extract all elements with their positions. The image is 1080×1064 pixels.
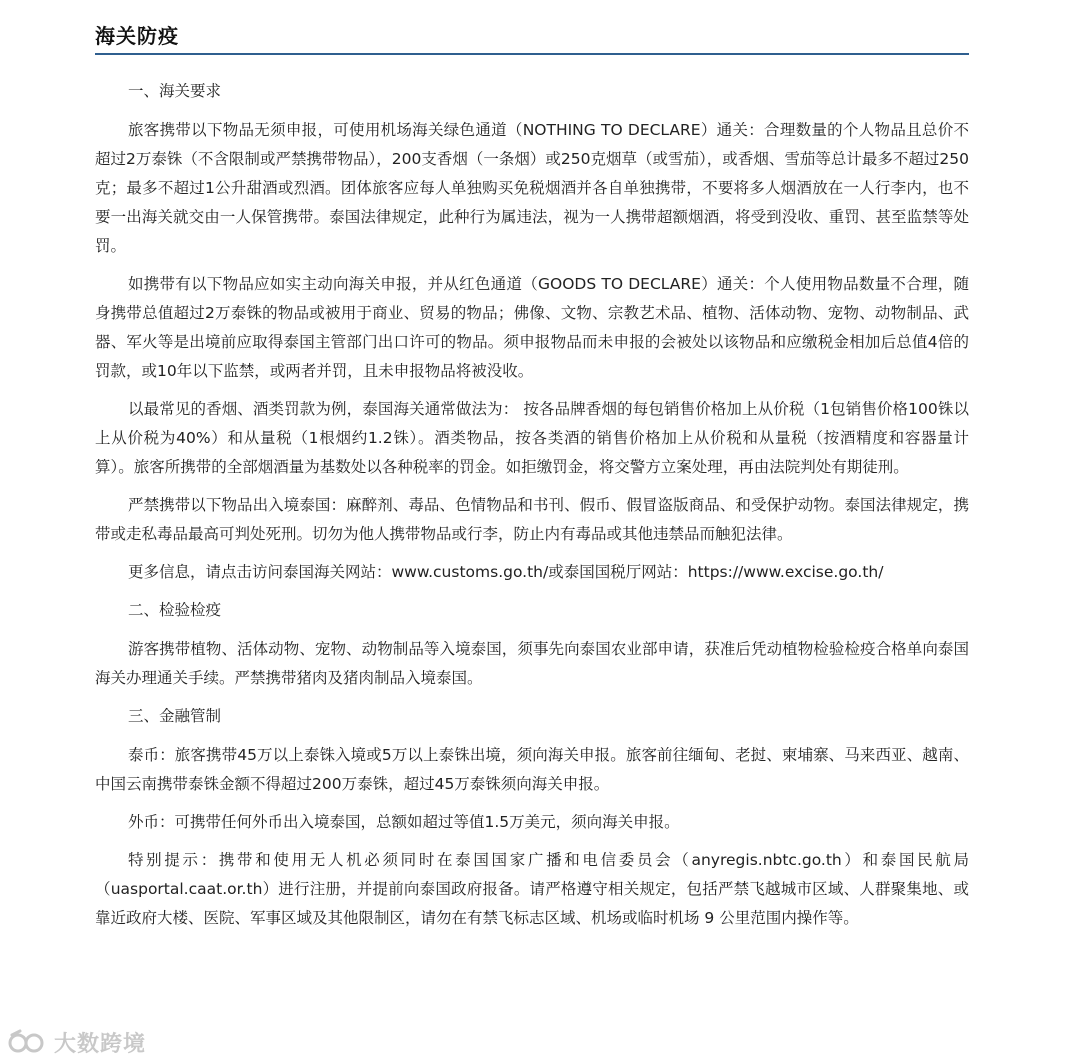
title-bar bbox=[95, 20, 969, 55]
paragraph: 泰币：旅客携带45万以上泰铢入境或5万以上泰铢出境，须向海关申报。旅客前往缅甸、老挝、柬埔寨、马来西亚、越南、中国云南携带泰铢金额不得超过200万泰铢，超过45万泰铢须向海关申报。 bbox=[95, 746, 969, 793]
watermark-text: 大数跨境 bbox=[54, 1032, 147, 1057]
paragraph: 如携带有以下物品应如实主动向海关申报，并从红色通道（GOODS TO DECLARE）通关：个人使用物品数量不合理，随身携带总值超过2万泰铢的物品或被用于商业、贸易的物品；佛像、文物、宗教艺术品、植物、活体动物、宠物、动物制品、武器、军火等是出境前应取得泰国主管部门出口许可的物品。须申报物品而未申报的会被处以该物品和应缴税金相加后总值4倍的罚款，或10年以下监禁，或两者并罚，且未申报物品将被没收。 bbox=[95, 275, 969, 380]
paragraph: 旅客携带以下物品无须申报，可使用机场海关绿色通道（NOTHING TO DECLARE）通关：合理数量的个人物品且总价不超过2万泰铢（不含限制或严禁携带物品），200支香烟（一条烟）或250克烟草（或雪茄），或香烟、雪茄等总计最多不超过250克；最多不超过1公升甜酒或烈酒。团体旅客应每人单独购买免税烟酒并各自单独携带，不要将多人烟酒放在一人行李内，也不要一出海关就交由一人保管携带。泰国法律规定，此种行为属违法，视为一人携带超额烟酒，将受到没收、重罚、甚至监禁等处罚。 bbox=[95, 121, 969, 255]
document-page bbox=[95, 20, 969, 942]
page-title: 海关防疫 bbox=[95, 24, 179, 48]
section-heading: 三、金融管制 bbox=[128, 707, 222, 725]
section-heading: 二、检验检疫 bbox=[128, 601, 222, 619]
section-financial bbox=[95, 702, 969, 933]
watermark-logo-icon bbox=[8, 1029, 48, 1057]
section-customs bbox=[95, 77, 969, 587]
paragraph: 严禁携带以下物品出入境泰国：麻醉剂、毒品、色情物品和书刊、假币、假冒盗版商品、和受保护动物。泰国法律规定，携带或走私毒品最高可判处死刑。切勿为他人携带物品或行李，防止内有毒品或其他违禁品而触犯法律。 bbox=[95, 496, 969, 543]
paragraph: 特别提示：携带和使用无人机必须同时在泰国国家广播和电信委员会（anyregis.nbtc.go.th）和泰国民航局（uasportal.caat.or.th）进行注册，并提前向泰国政府报备。请严格遵守相关规定，包括严禁飞越城市区域、人群聚集地、或靠近政府大楼、医院、军事区域及其他限制区，请勿在有禁飞标志区域、机场或临时机场 9 公里范围内操作等。 bbox=[95, 851, 969, 927]
watermark bbox=[8, 1027, 146, 1058]
section-quarantine bbox=[95, 596, 969, 693]
paragraph: 以最常见的香烟、酒类罚款为例，泰国海关通常做法为： 按各品牌香烟的每包销售价格加上从价税（1包销售价格100铢以上从价税为40%）和从量税（1根烟约1.2铢）。酒类物品，按各类酒的销售价格加上从价税和从量税（按酒精度和容器量计算）。旅客所携带的全部烟酒量为基数处以各种税率的罚金。如拒缴罚金，将交警方立案处理，再由法院判处有期徒刑。 bbox=[95, 400, 969, 476]
paragraph: 游客携带植物、活体动物、宠物、动物制品等入境泰国，须事先向泰国农业部申请，获准后凭动植物检验检疫合格单向泰国海关办理通关手续。严禁携带猪肉及猪肉制品入境泰国。 bbox=[95, 640, 969, 687]
section-heading: 一、海关要求 bbox=[128, 82, 222, 100]
paragraph-more-info: 更多信息，请点击访问泰国海关网站：www.customs.go.th/或泰国国税厅网站：https://www.excise.go.th/ bbox=[128, 563, 884, 581]
paragraph: 外币：可携带任何外币出入境泰国，总额如超过等值1.5万美元，须向海关申报。 bbox=[128, 813, 680, 831]
